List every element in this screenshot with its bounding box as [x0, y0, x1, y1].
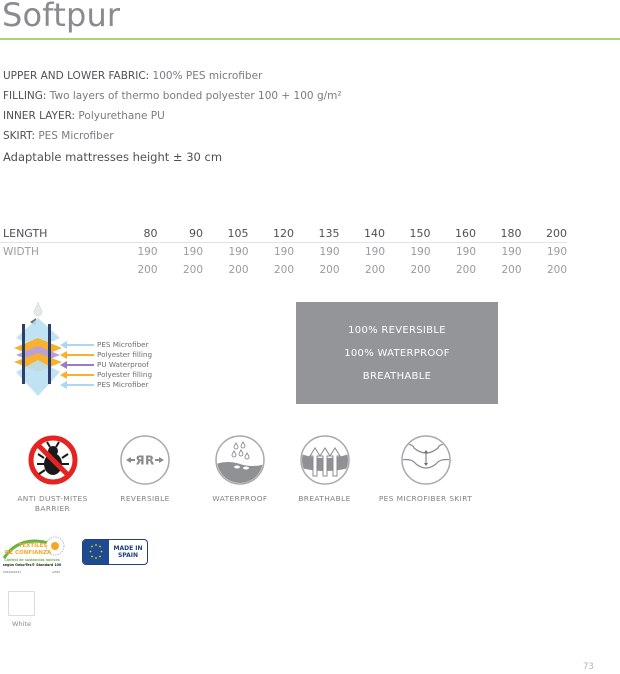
- length-cell: 150: [385, 224, 431, 243]
- length-row: [0, 224, 567, 243]
- spec-skirt: [3, 126, 342, 146]
- length-cell: 140: [340, 224, 386, 243]
- spec-inner-layer: [3, 106, 342, 126]
- width-cell: 200: [273, 264, 294, 277]
- feature-label: BREATHABLE: [298, 494, 351, 503]
- arrow-left-icon: [60, 380, 94, 390]
- width-cell: 190: [319, 246, 340, 258]
- length-cell: 80: [112, 224, 158, 243]
- feature-reversible: [105, 434, 185, 504]
- length-cell: 180: [476, 224, 522, 243]
- title-divider: [0, 38, 620, 40]
- feature-label: ANTI DUST-MITES: [17, 494, 88, 503]
- feature-label: PES MICROFIBER SKIRT: [378, 494, 473, 503]
- oeko-line3: Control de sustancias nocivas: [4, 558, 60, 562]
- feature-breathable: [287, 434, 362, 504]
- width-cell: 190: [410, 246, 431, 258]
- spain-line: SPAIN: [117, 552, 139, 559]
- width-cell: 190: [273, 246, 294, 258]
- width-cell: 190: [455, 246, 476, 258]
- waterproof-icon: [214, 434, 266, 486]
- feature-anti-dust-mites: [10, 434, 95, 514]
- legend-item: [60, 370, 152, 380]
- width-cell: 200: [455, 264, 476, 277]
- page-title: Softpur: [2, 0, 121, 34]
- width-cell: 190: [228, 246, 249, 258]
- length-cell: 160: [431, 224, 477, 243]
- legend-label: PU Waterproof: [97, 360, 149, 369]
- feature-label: WATERPROOF: [212, 494, 268, 503]
- length-cell: 90: [158, 224, 204, 243]
- breathable-icon: [299, 434, 351, 486]
- spec-value: Two layers of thermo bonded polyester 100 + 100 g/m²: [46, 90, 342, 102]
- width-cell: 190: [501, 246, 522, 258]
- arrow-left-icon: [60, 370, 94, 380]
- adaptable-note: Adaptable mattresses height ± 30 cm: [3, 150, 223, 164]
- water-drop-icon: [34, 302, 42, 316]
- width-row: [0, 243, 567, 262]
- feature-waterproof: [200, 434, 280, 504]
- width-cell: 200: [364, 264, 385, 277]
- width-cell: 200: [410, 264, 431, 277]
- legend-item: [60, 340, 152, 350]
- made-in-spain-badge: [82, 539, 148, 565]
- width-label: WIDTH: [3, 246, 39, 258]
- length-cell: 105: [203, 224, 249, 243]
- color-swatch-label: White: [12, 620, 31, 628]
- length-cell: 120: [249, 224, 295, 243]
- made-in-spain-text: [109, 540, 147, 564]
- layer-legend: [60, 340, 152, 390]
- made-in-line: MADE IN: [113, 545, 143, 552]
- width-cell: 200: [182, 264, 203, 277]
- spec-filling: [3, 86, 342, 106]
- length-cell: 135: [294, 224, 340, 243]
- arrow-left-icon: [60, 350, 94, 360]
- width-cell: 200: [501, 264, 522, 277]
- spec-value: Polyurethane PU: [75, 110, 165, 122]
- oeko-institute: AITEX: [52, 570, 61, 574]
- page-number: 73: [583, 662, 594, 672]
- oeko-tex-logo: [0, 530, 68, 578]
- spec-value: 100% PES microfiber: [149, 70, 263, 82]
- skirt-icon: [400, 434, 452, 486]
- oeko-line2: DE CONFIANZA: [4, 550, 52, 556]
- legend-item: [60, 380, 152, 390]
- reversible-icon: [119, 434, 171, 486]
- width-cell: 190: [546, 246, 567, 258]
- oeko-code: 2014AK0133: [3, 570, 21, 574]
- legend-label: Polyester filling: [97, 370, 153, 379]
- width-cell: 200: [546, 264, 567, 277]
- legend-label: PES Microfiber: [97, 380, 149, 389]
- feature-label: BARRIER: [34, 504, 71, 513]
- legend-label: PES Microfiber: [97, 340, 149, 349]
- highlights-box: [296, 302, 498, 404]
- spec-list: [3, 66, 342, 146]
- anti-dust-mites-icon: [27, 434, 79, 486]
- color-swatch-white: [8, 591, 35, 616]
- feature-skirt: [378, 434, 473, 504]
- width-cell: 200: [319, 264, 340, 277]
- oeko-line4: según Oeko-Tex® Standard 100: [2, 563, 62, 567]
- spec-label: INNER LAYER:: [3, 110, 76, 122]
- spec-label: UPPER AND LOWER FABRIC:: [3, 70, 150, 82]
- width-cell: 200: [228, 264, 249, 277]
- arrow-left-icon: [60, 340, 94, 350]
- width-cell: 200: [137, 264, 158, 277]
- width-row: [0, 261, 567, 280]
- length-cell: 200: [522, 224, 568, 243]
- highlight-waterproof: 100% WATERPROOF: [344, 348, 450, 359]
- reversible-glyph: ЯR: [135, 453, 155, 468]
- oeko-line1: TEXTILES: [18, 543, 48, 549]
- highlight-breathable: BREATHABLE: [362, 371, 432, 382]
- sizes-table: [0, 224, 567, 280]
- spec-label: SKIRT:: [3, 130, 35, 142]
- spec-fabric: [3, 66, 342, 86]
- legend-item: [60, 360, 152, 370]
- spec-label: FILLING:: [3, 90, 47, 102]
- width-cell: 190: [182, 246, 203, 258]
- legend-label: Polyester filling: [97, 350, 153, 359]
- feature-label: REVERSIBLE: [120, 494, 170, 503]
- spec-value: PES Microfiber: [34, 130, 114, 142]
- highlight-reversible: 100% REVERSIBLE: [348, 325, 446, 336]
- eu-flag-icon: [83, 540, 109, 564]
- legend-item: [60, 350, 152, 360]
- width-cell: 190: [137, 246, 158, 258]
- arrow-left-icon: [60, 360, 94, 370]
- width-cell: 190: [364, 246, 385, 258]
- length-label: LENGTH: [0, 224, 112, 243]
